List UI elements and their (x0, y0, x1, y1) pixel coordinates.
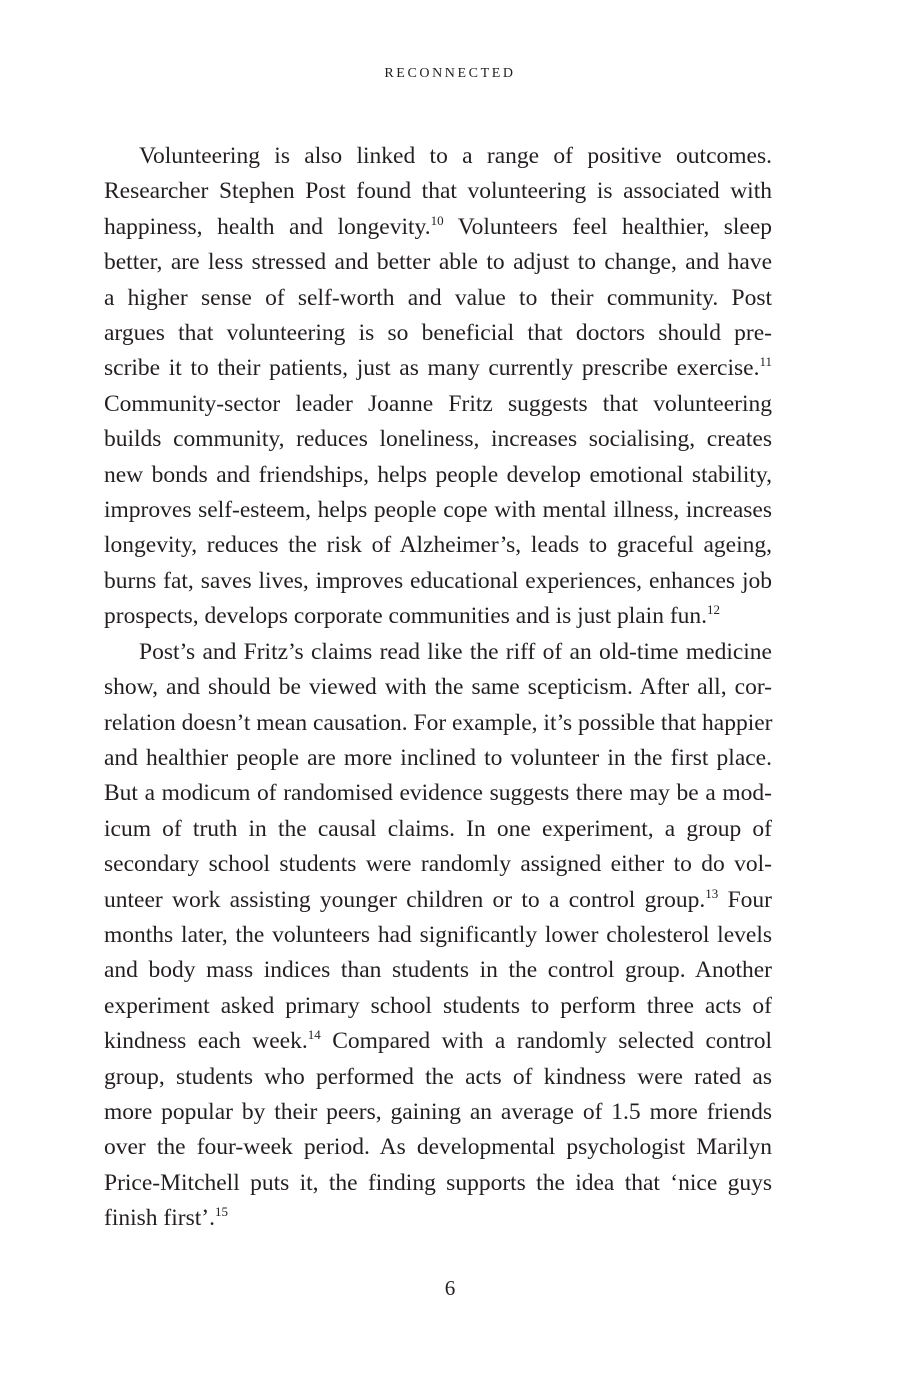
paragraph-1 (104, 139, 772, 635)
body-text (104, 139, 772, 1237)
footnote-ref: 10 (430, 212, 444, 228)
text-line: over the four-week period. As developmental psychologist Marilyn (104, 1134, 772, 1161)
text-line: builds community, reduces loneliness, increases socialising, creates (104, 426, 772, 453)
paragraph-2 (104, 635, 772, 1237)
text-line: relation doesn’t mean causation. For example, it’s possible that happier (104, 709, 773, 736)
text-line: burns fat, saves lives, improves educational experiences, enhances job (104, 567, 772, 594)
text-line: Price-Mitchell puts it, the finding supports the idea that ‘nice guys (104, 1169, 772, 1196)
text-line: happiness, health and longevity.$^{10}$ Volunteers feel healthier, sleep (104, 212, 773, 240)
text-line: Post’s and Fritz’s claims read like the riff of an old-time medicine (139, 638, 772, 665)
text-line: improves self-esteem, helps people cope with mental illness, increases (104, 497, 772, 524)
text-line: icum of truth in the causal claims. In one experiment, a group of (104, 815, 772, 842)
text-line: and healthier people are more inclined to volunteer in the first place. (104, 744, 772, 771)
text-line: a higher sense of self-worth and value to their community. Post (104, 284, 772, 311)
text-line: prospects, develops corporate communities and is just plain fun.$^{12}$ (104, 602, 721, 630)
text-line: But a modicum of randomised evidence suggests there may be a mod- (104, 780, 772, 807)
text-line: show, and should be viewed with the same scepticism. After all, cor- (104, 674, 772, 701)
text-line: months later, the volunteers had significantly lower cholesterol levels (104, 921, 772, 948)
text-line: argues that volunteering is so beneficial that doctors should pre- (104, 320, 772, 347)
text-line: longevity, reduces the risk of Alzheimer’s, leads to graceful ageing, (104, 532, 772, 559)
page-number: 6 (444, 1276, 456, 1300)
running-head: RECONNECTED (384, 66, 516, 81)
text-line: finish first’.$^{15}$ (104, 1204, 228, 1232)
text-line: Community-sector leader Joanne Fritz suggests that volunteering (104, 390, 772, 417)
footnote-ref: 14 (307, 1027, 321, 1043)
text-line: kindness each week.$^{14}$ Compared with a randomly selected control (104, 1027, 773, 1055)
text-line: Volunteering is also linked to a range of positive outcomes. (139, 143, 772, 169)
footnote-ref: 15 (214, 1204, 228, 1220)
text-line: experiment asked primary school students to perform three acts of (104, 992, 772, 1019)
footnote-ref: 13 (705, 885, 719, 901)
text-line: and body mass indices than students in the control group. Another (104, 957, 772, 984)
text-line: new bonds and friendships, helps people develop emotional stability, (104, 461, 772, 488)
text-line: better, are less stressed and better able to adjust to change, and have (104, 249, 772, 276)
text-line: more popular by their peers, gaining an average of 1.5 more friends (104, 1098, 772, 1125)
text-line: Researcher Stephen Post found that volunteering is associated with (104, 178, 772, 205)
footnote-ref: 11 (759, 354, 772, 370)
footnote-ref: 12 (707, 602, 721, 618)
text-line: group, students who performed the acts of kindness were rated as (104, 1063, 772, 1090)
text-line: scribe it to their patients, just as many currently prescribe exercise.$^{11}$ (104, 354, 772, 382)
text-line: secondary school students were randomly assigned either to do vol- (104, 851, 772, 878)
text-line: unteer work assisting younger children or to a control group.$^{13}$ Four (104, 885, 772, 913)
